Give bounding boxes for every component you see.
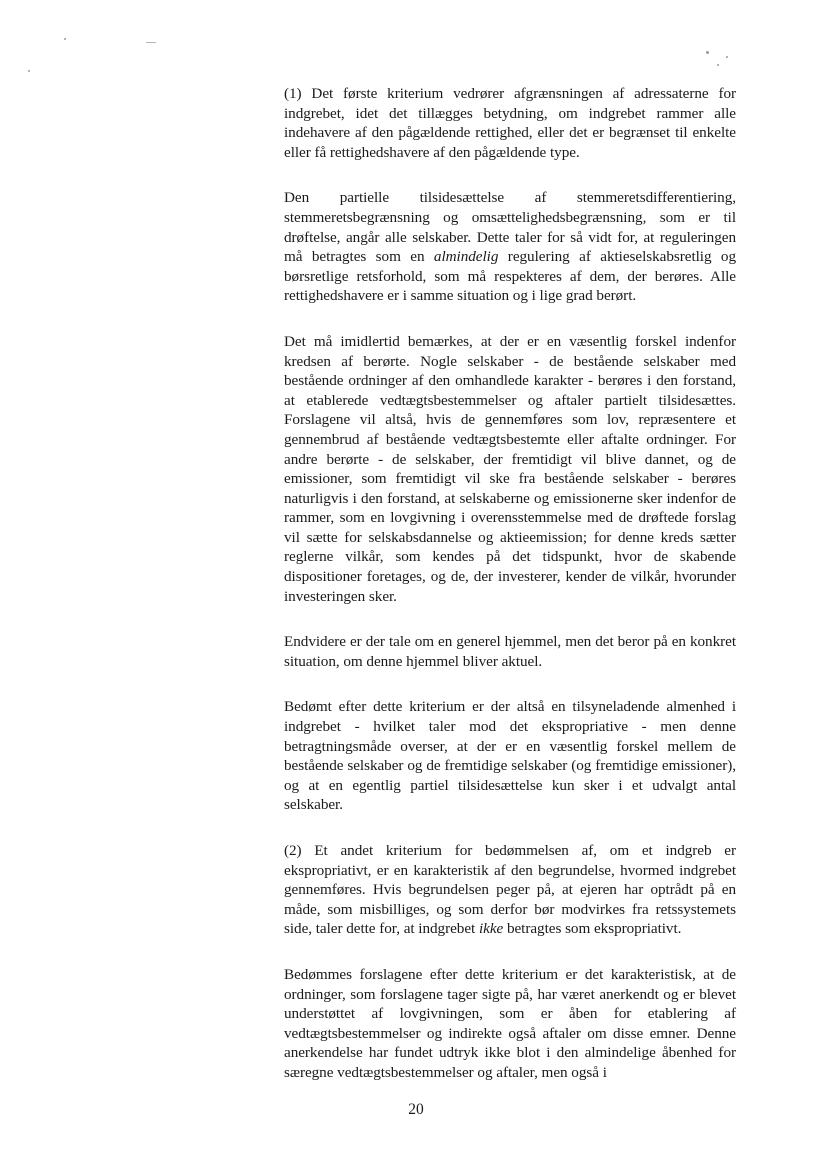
- emphasis-almindelig: almindelig: [433, 248, 499, 266]
- paragraph-2: [284, 188, 736, 306]
- page-number: 20: [408, 1101, 424, 1118]
- paragraph-5: Bedømt efter dette kriterium er der altså en tilsyneladende almenhed i indgrebet - hvilket taler mod det ekspropriative - men denne betragtningsmåde overser, at der er en væsentlig forskel mellem de bestående selskaber og de fremtidige selskaber (og fremtidige emissioner), og at en egentlig partiel tilsidesættelse kun sker i et udvalgt antal selskaber.: [284, 698, 736, 814]
- paragraph-6: [284, 841, 736, 939]
- body-text: [284, 84, 736, 1109]
- paragraph-2-text-start: Den partielle tilsidesættelse af stemmeretsdifferentiering, stemmeretsbegrænsning og omsættelighedsbegrænsning, som er til drøftelse, angår alle selskaber. Dette taler for så vidt for, at reguleringen må betragtes som en: [284, 189, 736, 266]
- scan-speck: [64, 38, 66, 40]
- paragraph-4: Endvidere er der tale om en generel hjemmel, men det beror på en konkret situation, om denne hjemmel bliver aktuel.: [284, 633, 736, 670]
- paragraph-1: (1) Det første kriterium vedrører afgrænsningen af adressaterne for indgrebet, idet det tillægges betydning, om indgrebet rammer alle indehavere af den pågældende rettighed, eller det er begrænset til enkelte eller få rettighedshavere af den pågældende type.: [284, 85, 736, 161]
- scan-speck: [706, 51, 709, 54]
- scan-mark: [146, 42, 156, 43]
- scan-speck: [726, 56, 728, 58]
- paragraph-6-text-end: betragtes som ekspropriativt.: [503, 920, 682, 938]
- paragraph-6-text-start: (2) Et andet kriterium for bedømmelsen af, om et indgreb er ekspropriativt, er en karakteristik af den begrundelse, hvormed indgrebet gennemføres. Hvis begrundelsen peger på, at ejeren har optrådt på en måde, som misbilliges, og som derfor bør modvirkes fra retssystemets side, taler dette for, at indgrebet: [284, 842, 736, 938]
- paragraph-2-text-end: regulering af aktieselskabsretlig og børsretlige retsforhold, som må respekteres af dem, der berøres. Alle rettighedshavere er i samme situation og i lige grad berørt.: [284, 248, 737, 305]
- emphasis-ikke: ikke: [478, 920, 504, 938]
- scan-speck: [717, 64, 719, 66]
- paragraph-7: Bedømmes forslagene efter dette kriterium er det karakteristisk, at de ordninger, som forslagene tager sigte på, har været anerkendt og er blevet understøttet af lovgivningen, som er åben for etablering af vedtægtsbestemmelser og indirekte også aftaler om disse emner. Denne anerkendelse har fundet udtryk ikke blot i den almindelige åbenhed for særegne vedtægtsbestemmelser og aftaler, men også i: [284, 965, 736, 1081]
- scan-speck: [28, 70, 30, 72]
- paragraph-3: Det må imidlertid bemærkes, at der er en væsentlig forskel indenfor kredsen af berørte. Nogle selskaber - de bestående selskaber med bestående ordninger af den omhandlede karakter - berøres i den forstand, at etablerede vedtægtsbestemmelser og aftaler partielt tilsidesættes. Forslagene vil altså, hvis de gennemføres som lov, repræsentere et gennembrud af bestående vedtægtsbestemte eller aftalte ordninger. For andre berørte - de selskaber, der fremtidigt vil blive dannet, og de emissioner, som fremtidigt vil ske fra bestående selskaber - berøres naturligvis i den forstand, at selskaberne og emissionerne sker indenfor de rammer, som en lovgivning i overensstemmelse med de drøftede forslag vil sætte for selskabsdannelse og aktieemission; for denne kreds sætter reglerne vilkår, som kendes på det tidspunkt, hvor de skabende dispositioner foretages, og de, der investerer, kender de vilkår, hvorunder investeringen sker.: [284, 332, 736, 605]
